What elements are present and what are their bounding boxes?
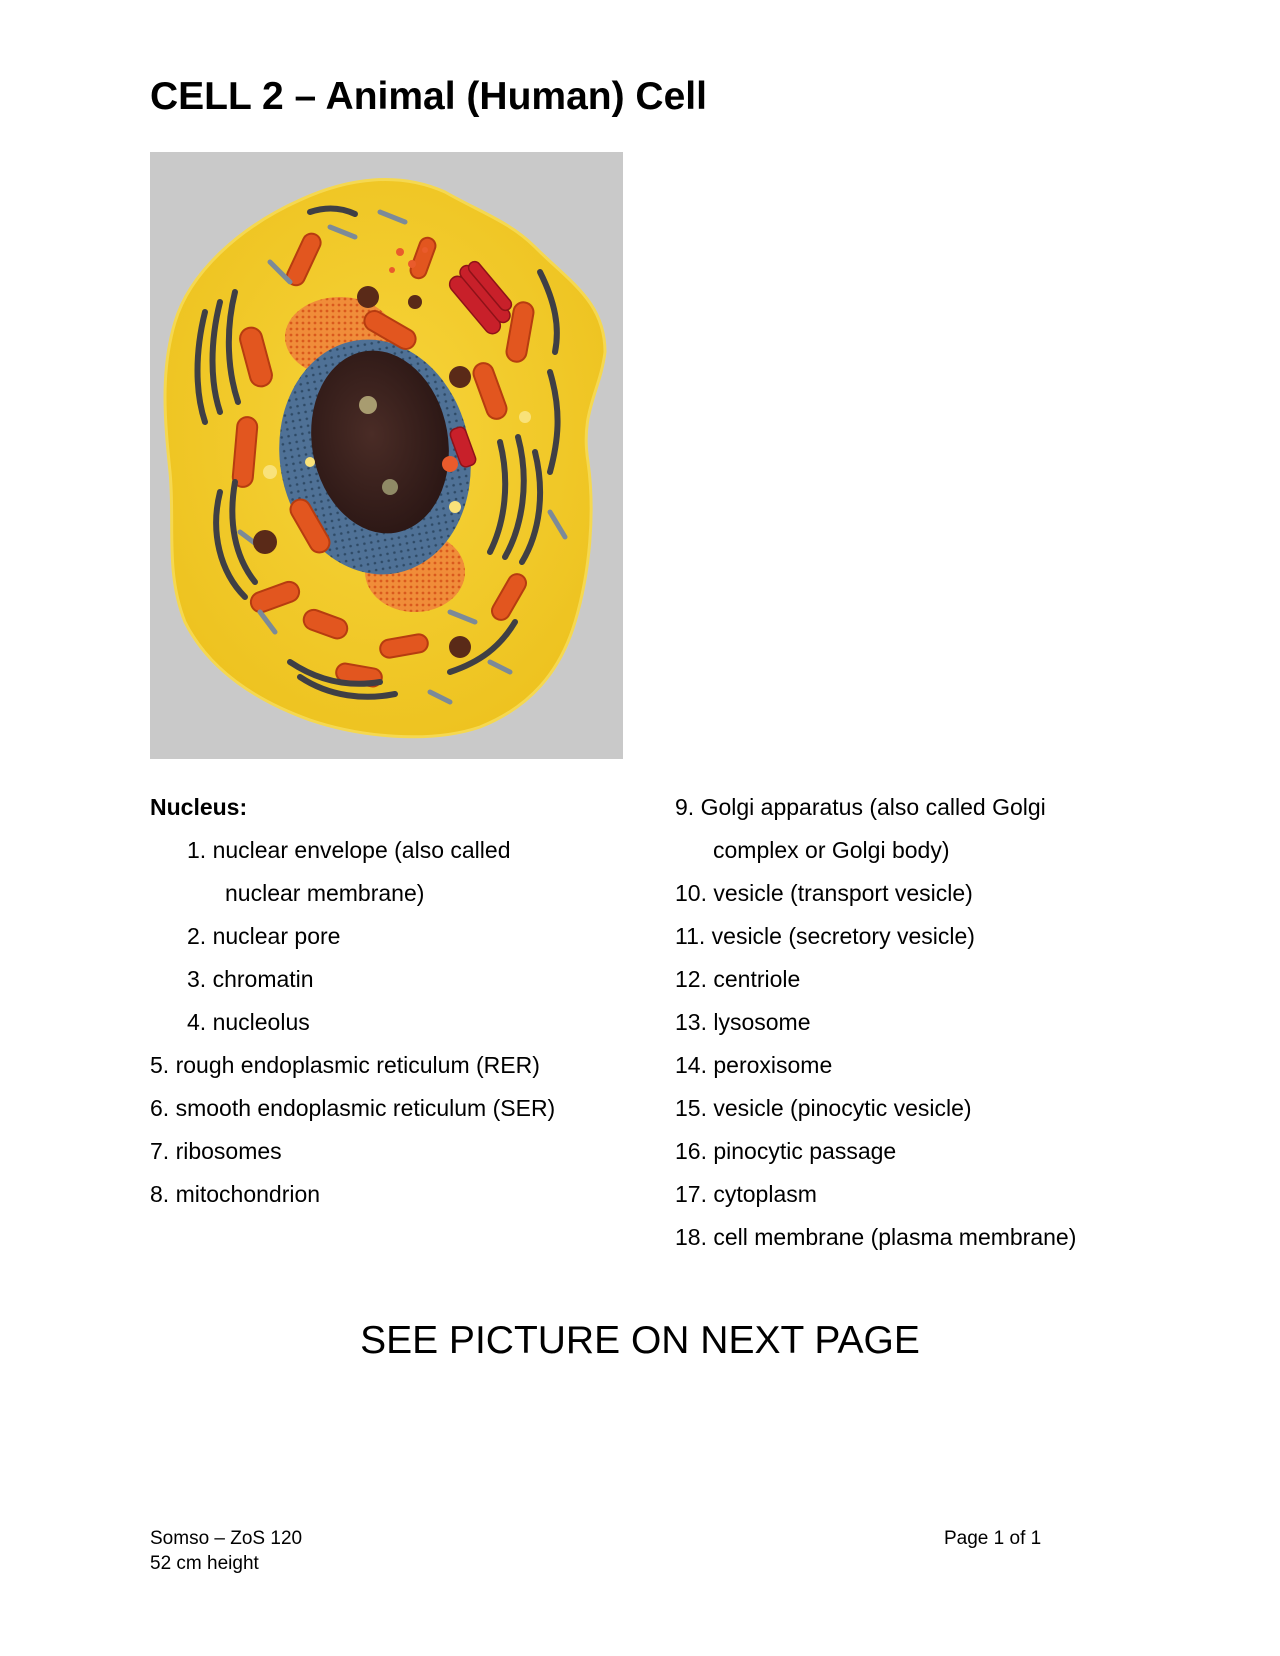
list-item: complex or Golgi body) — [713, 837, 950, 863]
list-item: 17. cytoplasm — [675, 1181, 817, 1207]
list-item: 1. nuclear envelope (also called — [187, 837, 511, 863]
footer-height: 52 cm height — [150, 1553, 259, 1574]
right-label-column — [675, 786, 1235, 1259]
footer-left — [150, 1526, 302, 1576]
list-item: 6. smooth endoplasmic reticulum (SER) — [150, 1095, 556, 1121]
list-item: 2. nuclear pore — [187, 923, 341, 949]
list-item: 13. lysosome — [675, 1009, 811, 1035]
next-page-callout: SEE PICTURE ON NEXT PAGE — [360, 1319, 920, 1362]
list-item: 9. Golgi apparatus (also called Golgi — [675, 794, 1046, 820]
list-item: 8. mitochondrion — [150, 1181, 321, 1207]
nucleus-heading: Nucleus: — [150, 794, 248, 820]
cell-model-illustration — [150, 152, 623, 759]
footer-model: Somso – ZoS 120 — [150, 1528, 303, 1549]
animal-cell-model-image — [150, 152, 623, 759]
page-title: CELL 2 – Animal (Human) Cell — [150, 75, 707, 118]
list-item: 12. centriole — [675, 966, 801, 992]
page-number: Page 1 of 1 — [944, 1528, 1042, 1549]
list-item: 11. vesicle (secretory vesicle) — [675, 923, 975, 949]
list-item: 4. nucleolus — [187, 1009, 310, 1035]
list-item: 18. cell membrane (plasma membrane) — [675, 1224, 1077, 1250]
list-item: 5. rough endoplasmic reticulum (RER) — [150, 1052, 540, 1078]
list-item: nuclear membrane) — [225, 880, 425, 906]
list-item: 14. peroxisome — [675, 1052, 833, 1078]
list-item: 3. chromatin — [187, 966, 314, 992]
list-item: 10. vesicle (transport vesicle) — [675, 880, 973, 906]
left-label-column — [150, 786, 650, 1216]
list-item: 16. pinocytic passage — [675, 1138, 897, 1164]
list-item: 15. vesicle (pinocytic vesicle) — [675, 1095, 972, 1121]
list-item: 7. ribosomes — [150, 1138, 282, 1164]
